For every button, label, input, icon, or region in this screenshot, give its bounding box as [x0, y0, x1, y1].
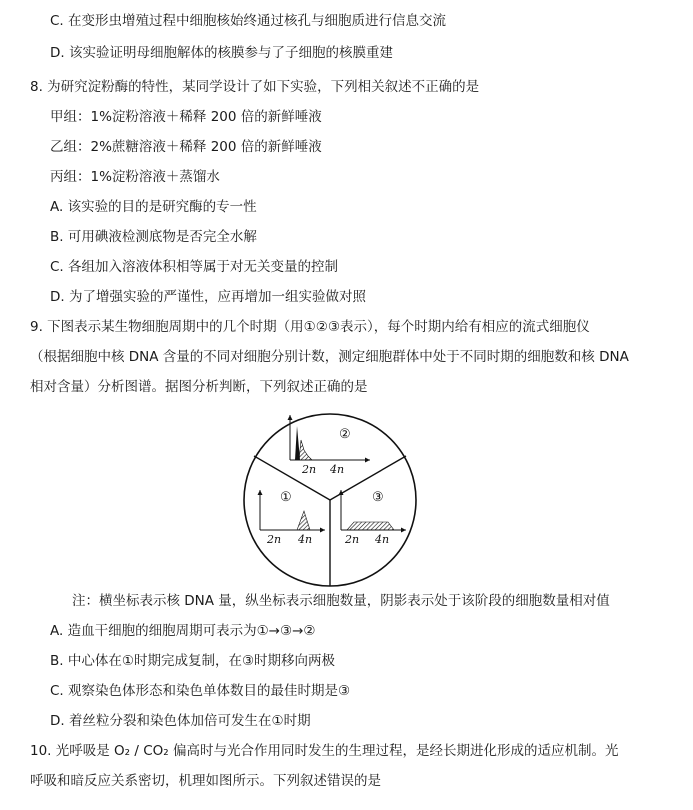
question-8-option-c: C. 各组加入溶液体积相等属于对无关变量的控制 [50, 259, 339, 275]
question-8-option-a: A. 该实验的目的是研究酶的专一性 [50, 199, 257, 215]
sector-1-tick-4n: 4n [298, 533, 313, 546]
cell-cycle-pie-figure [240, 410, 420, 590]
sector-1-plot [258, 490, 326, 546]
sector-3-label: ③ [372, 490, 384, 505]
sector-1-shaded-peak [297, 511, 310, 530]
line-q7-option-d: D. 该实验证明母细胞解体的核膜参与了子细胞的核膜重建 [50, 45, 393, 61]
sector-1-tick-2n: 2n [267, 533, 282, 546]
question-8-group-yi: 乙组：2%蔗糖溶液＋稀释 200 倍的新鲜唾液 [50, 139, 322, 155]
sector-3-plot [339, 490, 407, 546]
sector-3-tick-4n: 4n [375, 533, 390, 546]
sector-1-label: ① [280, 490, 292, 505]
sector-2-label: ② [339, 427, 351, 442]
sector-2-plot [288, 415, 371, 476]
sector-2-tick-2n: 2n [302, 463, 317, 476]
sector-3-shaded-plateau [347, 522, 394, 530]
question-10-stem-line-2: 呼吸和暗反应关系密切，机理如图所示。下列叙述错误的是 [30, 773, 381, 789]
pie-divider-left [254, 456, 330, 500]
question-9-option-c: C. 观察染色体形态和染色单体数目的最佳时期是③ [50, 683, 351, 699]
question-8-group-bing: 丙组：1%淀粉溶液＋蒸馏水 [50, 169, 220, 185]
line-q7-option-c: C. 在变形虫增殖过程中细胞核始终通过核孔与细胞质进行信息交流 [50, 13, 447, 29]
figure-note: 注：横坐标表示核 DNA 量，纵坐标表示细胞数量，阴影表示处于该阶段的细胞数量相对值 [72, 593, 610, 609]
question-9-option-b: B. 中心体在①时期完成复制，在③时期移向两极 [50, 653, 336, 669]
sector-2-shaded-area [299, 440, 312, 460]
question-10-stem-line-1: 10. 光呼吸是 O₂ / CO₂ 偏高时与光合作用同时发生的生理过程，是经长期进化形成的适应机制。光 [30, 743, 619, 759]
question-9-stem-line-1: 9. 下图表示某生物细胞周期中的几个时期（用①②③表示），每个时期内给有相应的流式细胞仪 [30, 319, 590, 335]
sector-2-tick-4n: 4n [330, 463, 345, 476]
question-9-stem-line-2: （根据细胞中核 DNA 含量的不同对细胞分别计数，测定细胞群体中处于不同时期的细胞数和核 DNA [30, 349, 629, 365]
question-8-stem: 8. 为研究淀粉酶的特性，某同学设计了如下实验，下列相关叙述不正确的是 [30, 79, 480, 95]
question-8-option-d: D. 为了增强实验的严谨性，应再增加一组实验做对照 [50, 289, 366, 305]
question-8-option-b: B. 可用碘液检测底物是否完全水解 [50, 229, 257, 245]
sector-3-tick-2n: 2n [345, 533, 360, 546]
question-9-option-d: D. 着丝粒分裂和染色体加倍可发生在①时期 [50, 713, 311, 729]
question-9-option-a: A. 造血干细胞的细胞周期可表示为①→③→② [50, 623, 316, 639]
question-9-stem-line-3: 相对含量）分析图谱。据图分析判断，下列叙述正确的是 [30, 379, 368, 395]
question-8-group-jia: 甲组：1%淀粉溶液＋稀释 200 倍的新鲜唾液 [50, 109, 322, 125]
